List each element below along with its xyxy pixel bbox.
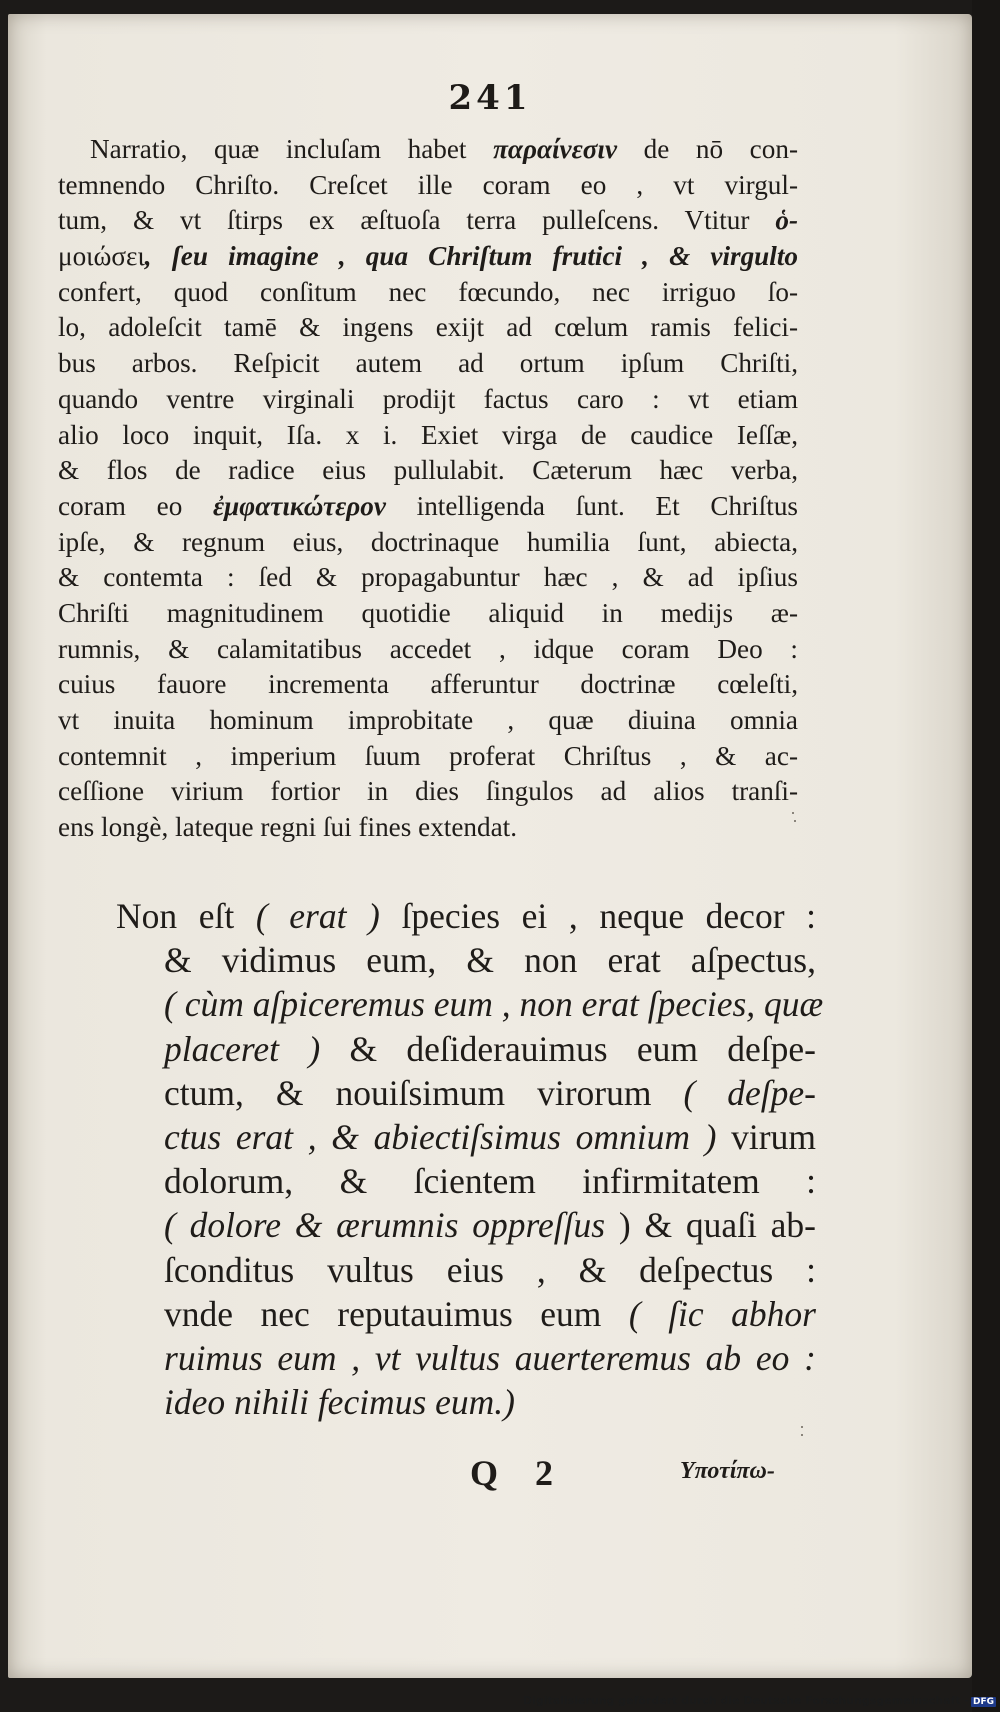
scripture-text: & deſiderauimus eum deſpe-: [320, 1028, 816, 1069]
commentary-text: confert, quod conſitum nec fœcundo, nec irriguo ſo-: [58, 276, 798, 307]
commentary-line: [58, 418, 798, 454]
scripture-line: [116, 1292, 816, 1336]
greek-term: παραίνεσιν: [493, 134, 618, 164]
commentary-line: [58, 632, 798, 668]
commentary-line: [58, 703, 798, 739]
book-page: [8, 14, 972, 1678]
scripture-gloss: ( cùm aſpiceremus eum , non erat ſpecies, quæ: [164, 984, 824, 1025]
commentary-text: μοιώσει: [58, 241, 145, 272]
commentary-line: [58, 203, 798, 239]
commentary-text: vt inuita hominum improbitate , quæ diuina omnia: [58, 705, 798, 735]
scripture-line: [116, 1071, 816, 1115]
scripture-text: virum: [716, 1116, 816, 1157]
commentary-text: & flos de radice eius pullulabit. Cæterum hæc verba,: [58, 455, 798, 486]
scripture-gloss: placeret ): [164, 1028, 321, 1069]
commentary-line: [58, 132, 798, 168]
greek-term: ὁ-: [775, 205, 798, 236]
ink-speck: [794, 820, 796, 822]
commentary-line: [58, 739, 798, 775]
commentary-text: lo, adoleſcit tamē & ingens exijt ad cœlum ramis felici-: [58, 312, 798, 343]
scripture-text: Non eſt: [116, 896, 256, 936]
scripture-line: [116, 1159, 816, 1203]
signature-mark: Q 2: [470, 1453, 568, 1493]
scripture-line: [116, 1115, 816, 1159]
scripture-text: ) & quaſi ab-: [605, 1205, 816, 1246]
commentary-text: intelligenda ſunt. Et Chriſtus: [385, 490, 798, 521]
scripture-line: [116, 982, 824, 1026]
commentary-text: de nō con-: [617, 134, 798, 164]
scripture-line: [116, 1336, 816, 1380]
digitization-credit: [523, 1694, 996, 1707]
commentary-text: alio loco inquit, Iſa. x i. Exiet virga de caudice Ieſſæ,: [58, 419, 798, 450]
scripture-gloss: ruimus eum , vt vultus auerteremus ab eo :: [164, 1337, 816, 1378]
commentary-text: ens longè, lateque regni ſui fines extendat.: [58, 812, 518, 843]
scripture-line: [116, 1248, 816, 1292]
commentary-text: tum, & vt ſtirps ex æſtuoſa terra pulleſcens. Vtitur: [58, 205, 776, 236]
ink-speck: [801, 1426, 803, 1428]
greek-term: ἐμφατικώτερον: [213, 490, 386, 521]
commentary-line: [58, 596, 798, 632]
commentary-text: cuius fauore incrementa afferuntur doctrinæ cœleſti,: [58, 669, 798, 700]
scripture-gloss: ( deſpe-: [683, 1072, 816, 1113]
scripture-text: dolorum, & ſcientem infirmitatem :: [164, 1161, 816, 1202]
scripture-gloss: ( ſic abhor: [628, 1293, 816, 1334]
commentary-text: ceſſione virium fortior in dies ſingulos ad alios tranſi-: [58, 776, 798, 807]
commentary-text: ipſe, & regnum eius, doctrinaque humilia ſunt, abiecta,: [58, 526, 798, 557]
credit-text: Digitalisierung gefördert durch die Deutsche Forschungsgemeinschaft -: [522, 1694, 969, 1707]
commentary-line: [58, 810, 798, 846]
scripture-text: & vidimus eum, & non erat aſpectus,: [164, 940, 816, 981]
commentary-line: [58, 560, 798, 596]
commentary-text: quando ventre virginali prodijt factus caro : vt etiam: [58, 383, 798, 414]
scan-edge: [972, 0, 1000, 1712]
scripture-text: ſconditus vultus eius , & deſpectus :: [164, 1249, 816, 1290]
commentary-paragraph: [58, 132, 798, 846]
commentary-line: [58, 525, 798, 561]
scripture-text: ſpecies ei , neque decor :: [379, 896, 816, 936]
scripture-line: [116, 1380, 816, 1424]
commentary-line: [58, 774, 798, 810]
scripture-line: [116, 1027, 816, 1071]
scripture-line: [116, 894, 816, 938]
commentary-text: Narratio, quæ incluſam habet: [90, 134, 494, 164]
commentary-line: [58, 310, 798, 346]
scripture-verse: [116, 894, 824, 1424]
commentary-line: [58, 382, 798, 418]
greek-term: , ſeu imagine , qua Chriſtum frutici , & virgulto: [144, 241, 798, 272]
commentary-line: [58, 168, 798, 204]
scripture-gloss: ctus erat , & abiectiſsimus omnium ): [164, 1116, 717, 1157]
scripture-gloss: ideo nihili fecimus eum.): [164, 1382, 515, 1423]
commentary-line: [58, 489, 798, 525]
commentary-line: [58, 453, 798, 489]
scripture-gloss: ( dolore & ærumnis oppreſſus: [164, 1205, 606, 1246]
scripture-line: [116, 938, 816, 982]
commentary-text: Chriſti magnitudinem quotidie aliquid in medijs æ-: [58, 597, 798, 628]
commentary-text: bus arbos. Reſpicit autem ad ortum ipſum Chriſti,: [58, 348, 798, 379]
commentary-line: [58, 275, 798, 311]
dfg-logo: DFG: [972, 1697, 994, 1707]
commentary-line: [58, 667, 798, 703]
catchword: Υποτίπω-: [680, 1458, 775, 1484]
scripture-gloss: ( erat ): [255, 896, 380, 936]
commentary-text: temnendo Chriſto. Creſcet ille coram eo , vt virgul-: [58, 169, 798, 200]
commentary-line: [58, 346, 798, 382]
commentary-line: [58, 239, 798, 275]
commentary-text: coram eo: [58, 490, 214, 521]
page-footer: [8, 1452, 972, 1492]
scripture-text: vnde nec reputauimus eum: [164, 1293, 629, 1334]
page-number: 241: [448, 78, 532, 118]
ink-speck: [792, 812, 794, 814]
commentary-text: rumnis, & calamitatibus accedet , idque coram Deo :: [58, 633, 798, 664]
scripture-text: ctum, & nouiſsimum virorum: [164, 1072, 684, 1113]
scripture-line: [116, 1203, 816, 1247]
commentary-text: contemnit , imperium ſuum proferat Chriſtus , & ac-: [58, 740, 798, 771]
commentary-text: & contemta : ſed & propagabuntur hæc , & ad ipſius: [58, 562, 798, 593]
ink-speck: [801, 1434, 803, 1436]
